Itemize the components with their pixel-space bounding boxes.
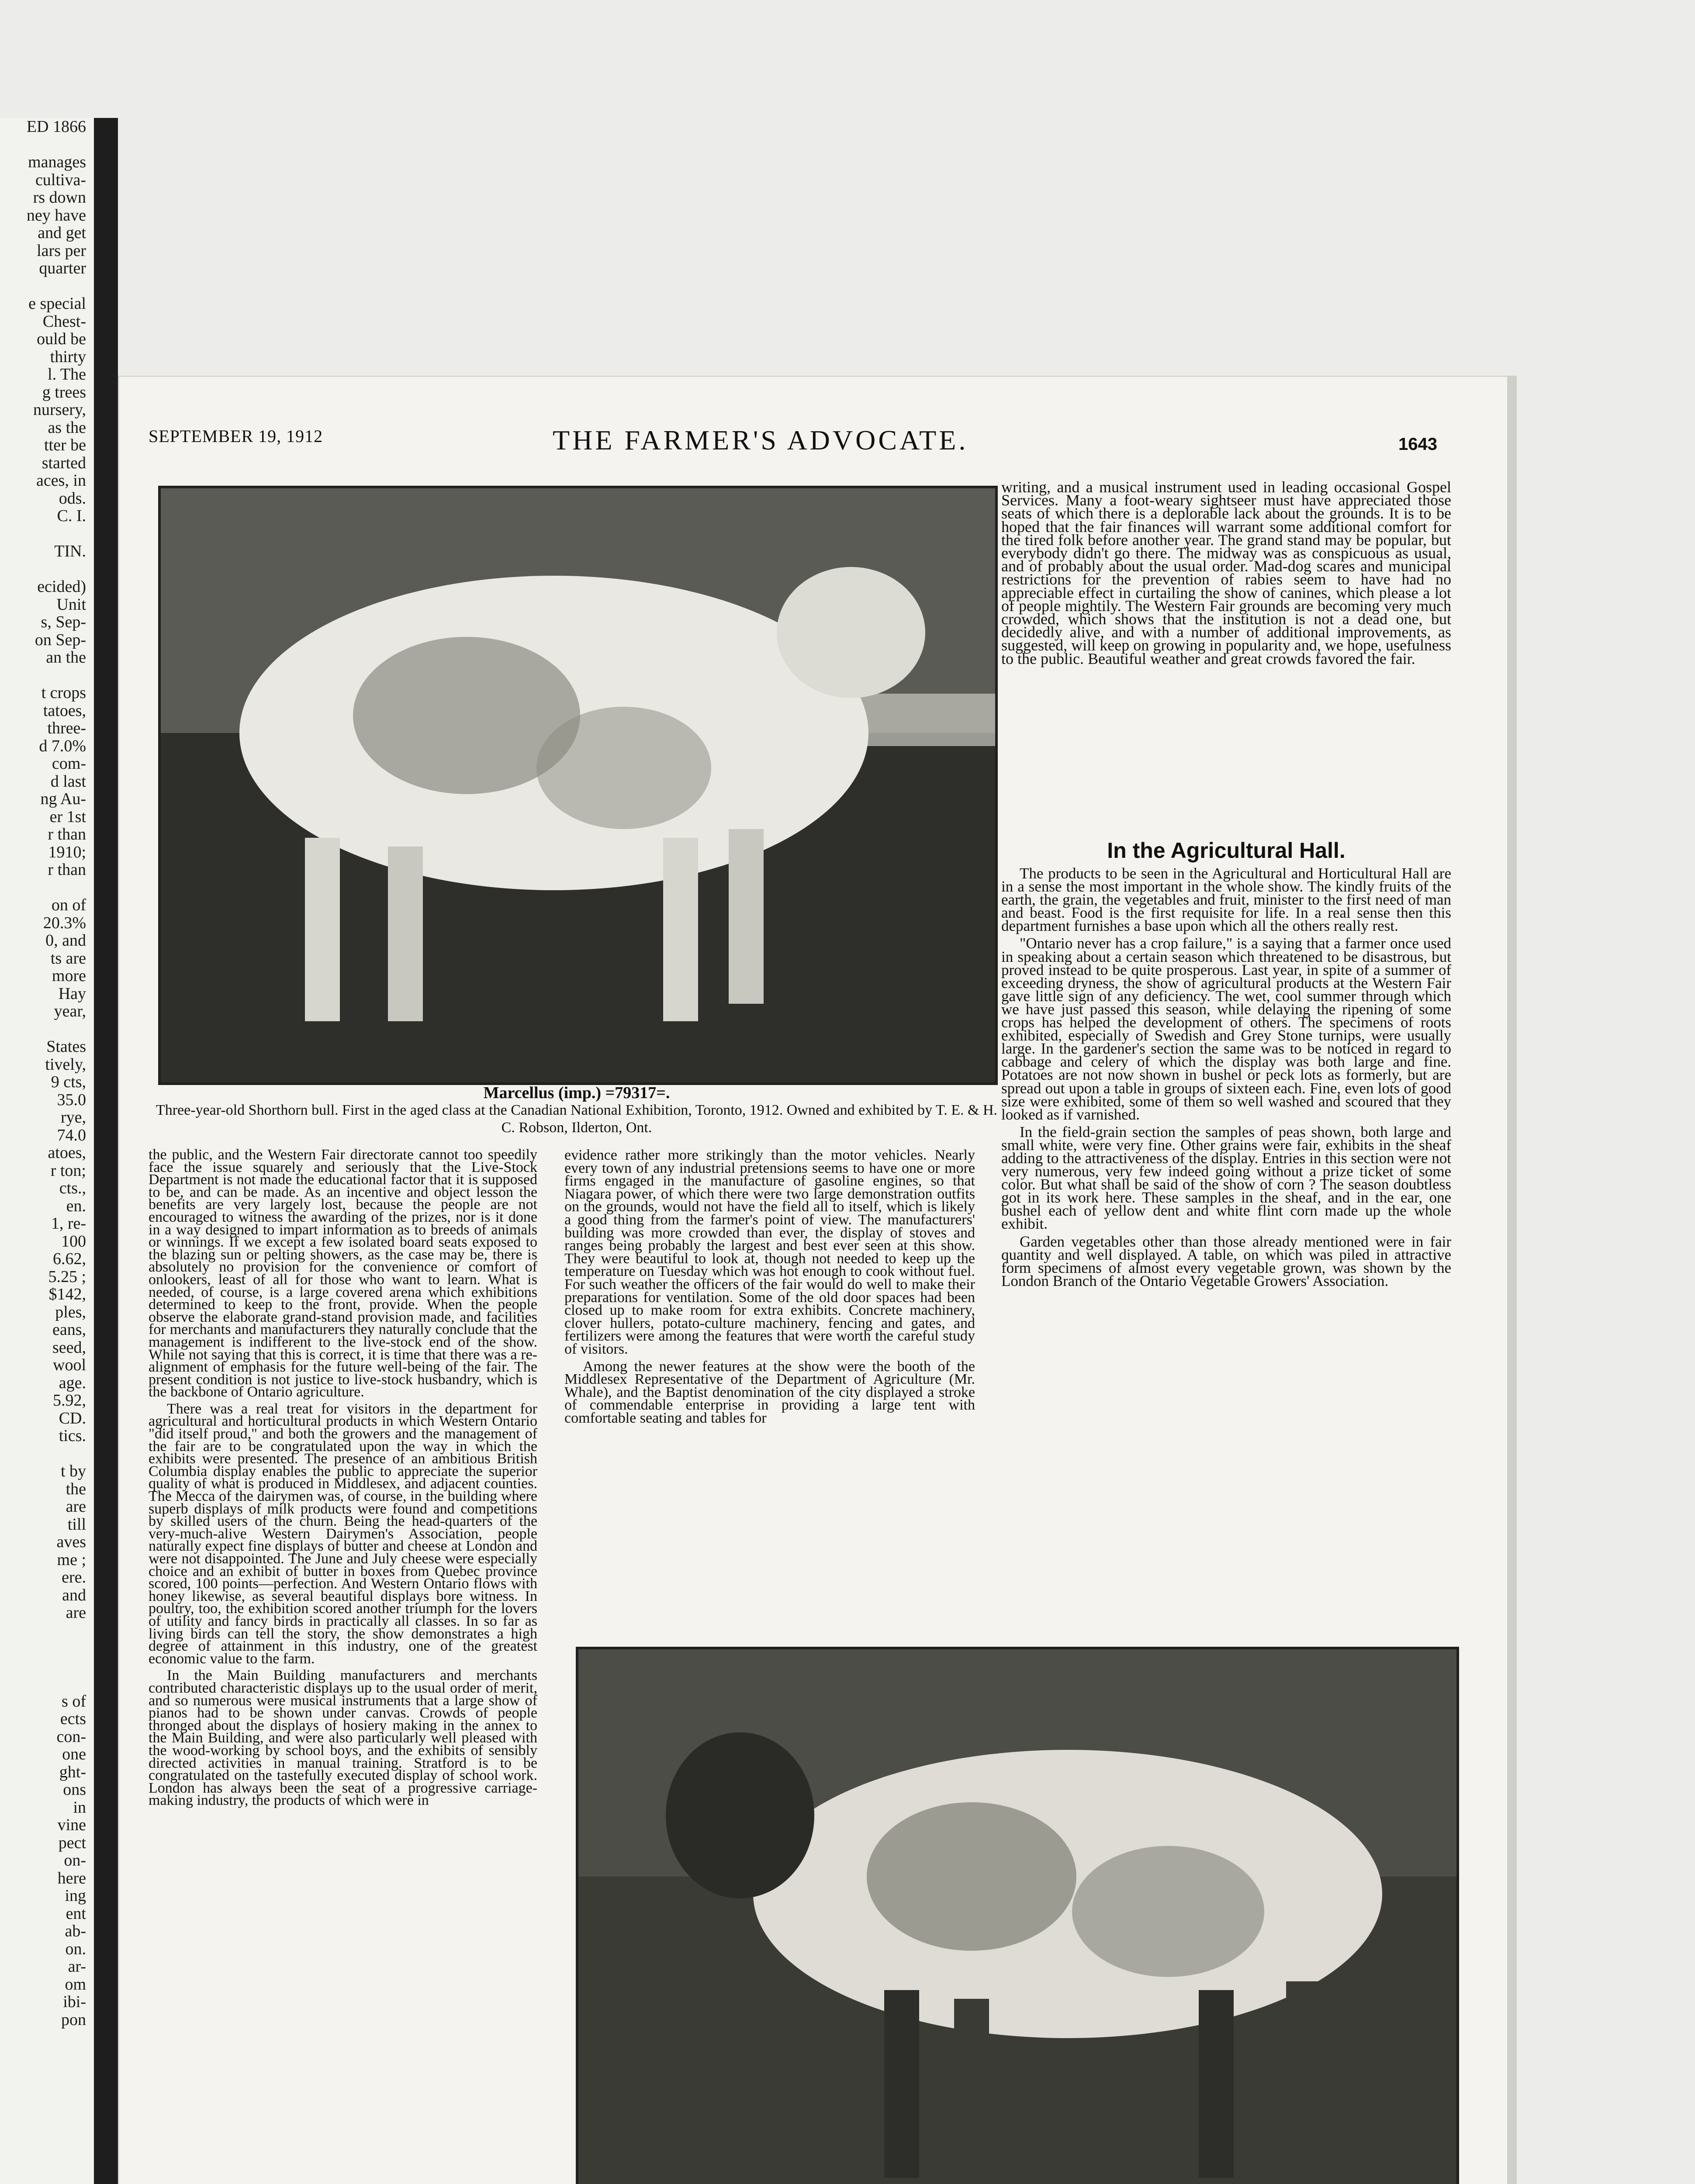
previous-page-line bbox=[0, 1675, 94, 1693]
previous-page-line: on Sep- bbox=[35, 630, 86, 649]
previous-page-line: ples, bbox=[55, 1303, 86, 1321]
section-heading: In the Agricultural Hall. bbox=[1107, 838, 1346, 863]
previous-page-line: tively, bbox=[45, 1055, 86, 1074]
previous-page-line: here bbox=[57, 1869, 86, 1887]
previous-page-line: ibi- bbox=[63, 1993, 86, 2011]
left-column bbox=[149, 1149, 537, 1811]
previous-page-line: in bbox=[73, 1798, 86, 1817]
previous-page-line: C. I. bbox=[57, 507, 86, 525]
bull-photo bbox=[158, 486, 998, 1085]
previous-page-line bbox=[0, 879, 94, 897]
previous-page-line: tter be bbox=[44, 436, 86, 454]
previous-page-line: till bbox=[67, 1515, 86, 1534]
previous-page-line: are bbox=[66, 1603, 86, 1622]
previous-page-fragment bbox=[0, 118, 102, 2184]
page-header bbox=[149, 426, 1437, 456]
previous-page-line bbox=[0, 1622, 94, 1640]
previous-page-line: ght- bbox=[59, 1762, 86, 1781]
issue-date: SEPTEMBER 19, 1912 bbox=[149, 426, 323, 446]
left-paragraph: In the Main Building manufacturers and merchants contributed characteristic displays up to the usual order of merit, and so numerous were musical instruments that a large show of pianos had to be shown under canvas. Crowds of people thronged about the displays of hosiery making in the annex to the Main Building, and were also particularly well pleased with the wood-working by school boys, and the exhibits of sensibly directed activities in manual training. Stratford is to be congratulated on the tastefully executed display of school work. London has always been the seat of a progressive carriage-making industry, the products of which were in bbox=[149, 1667, 537, 1809]
previous-page-line: 6.62, bbox=[53, 1250, 86, 1268]
previous-page-line: aces, in bbox=[36, 471, 86, 490]
left-paragraph: the public, and the Western Fair directorate cannot too speedily face the issue squarely and seriously that the Live-Stock Department is not made the educational factor that it is supposed to be, and can be made. As an incentive and object lesson the benefits are very largely lost, because the people are not encouraged to witness the awarding of the prizes, nor is it done in a way designed to impart information as to breeds of animals or winnings. If we except a few isolated board seats exposed to the blazing sun or pelting showers, as the case may be, there is absolutely no provision for the convenience or comfort of onlookers, least of all for those who want to learn. What is needed, of course, is a large covered arena which exhibitions determined to keep to the front, provide. When the people observe the elaborate grand-stand provision made, and facilities for merchants and manufacturers they naturally conclude that the management is indifferent to the live-stock end of the show. While not saying that this is correct, it is time that there was a re-alignment of emphasis for the future well-being of the fair. The present condition is not justice to live-stock husbandry, which is the backbone of Ontario agriculture. bbox=[149, 1147, 537, 1400]
previous-page-line: atoes, bbox=[48, 1144, 86, 1162]
previous-page-line: rye, bbox=[60, 1108, 86, 1127]
previous-page-line: en. bbox=[66, 1196, 86, 1215]
right-paragraph: writing, and a musical instrument used in leading occasional Gospel Services. Many a foot-weary sightseer must have appreciated those seats of which there is a deplorable lack about the grounds. It is to be hoped that the fair finances will warrant some additional comfort for the tired folk before another year. The grand stand may be popular, but everybody didn't go there. The midway was as conspicuous as usual, and of probably about the usual order. Mad-dog scares and municipal restrictions for the prevention of rabies seem to have had no appreciable effect in curtailing the show of canines, which please a lot of people mightily. The Western Fair grounds are becoming very much crowded, which shows that the institution is not a dead one, but decidedly alive, and with a number of additional improvements, as suggested, will keep on growing in popularity and, we hope, usefulness to the public. Beautiful weather and great crowds favored the fair. bbox=[1001, 478, 1451, 667]
previous-page-line: r than bbox=[48, 860, 86, 879]
previous-page-line: d 7.0% bbox=[39, 736, 86, 755]
previous-page-line: 1910; bbox=[48, 843, 86, 861]
previous-page-line: CD. bbox=[59, 1409, 86, 1427]
previous-page-line: on- bbox=[64, 1851, 86, 1870]
previous-page-line bbox=[0, 277, 94, 295]
previous-page-line bbox=[0, 560, 94, 578]
previous-page-line: ecided) bbox=[37, 577, 86, 596]
previous-page-line: an the bbox=[46, 648, 86, 667]
previous-page-line: ts are bbox=[50, 949, 86, 968]
right-section-paragraph: In the field-grain section the samples of peas shown, both large and small white, were very fine. Other grains were fair, exhibits in the sheaf adding to the attractiveness of the display. Entries in this section were not very numerous, very few indeed going without a prize ticket of some color. But what shall be said of the show of corn ? The season doubtless got in its work here. These samples in the sheaf, and in the ear, one bushel each of yellow dent and white flint corn made up the whole exhibit. bbox=[1001, 1123, 1451, 1233]
previous-page-line: ould be bbox=[37, 330, 86, 348]
previous-page-line: me ; bbox=[57, 1550, 86, 1569]
previous-page-line: 20.3% bbox=[43, 913, 86, 932]
bull-caption-text: Three-year-old Shorthorn bull. First in the aged class at the Canadian National Exhibition, Toronto, 1912. Owned and exhibited by T. E. & H. C. Robson, Ilderton, Ont. bbox=[156, 1102, 998, 1136]
previous-page-line: States bbox=[46, 1037, 86, 1056]
previous-page-line: Unit bbox=[56, 595, 86, 614]
previous-page-line bbox=[0, 667, 94, 684]
previous-page-line: Hay bbox=[58, 984, 86, 1003]
previous-page-line: one bbox=[62, 1745, 86, 1763]
page-number: 1643 bbox=[1398, 435, 1437, 454]
middle-column bbox=[564, 1149, 975, 1429]
left-paragraph: There was a real treat for visitors in the department for agricultural and horticultural products in which Western Ontario "did itself proud," and both the growers and the management of the fair are to be congratulated upon the way in which the exhibits were presented. The presence of an ambitious British Columbia display enables the public to appreciate the superior quality of what is produced in Middlesex, and adjacent counties. The Mecca of the dairymen was, of course, in the building where superb displays of milk products were found and competitions by skilled users of the churn. Being the head-quarters of the very-much-alive Western Dairymen's Association, people naturally expect fine displays of butter and cheese at London and were not disappointed. The June and July cheese were especially choice and an exhibit of butter in boxes from Quebec province scored, 100 points—perfection. And Western Ontario flows with honey likewise, as several beautiful displays bore witness. In poultry, too, the exhibition scored another triumph for the lovers of utility and fancy birds in practically all classes. In so far as living birds can tell the story, the show demonstrates a high degree of attainment in this industry, one of the greatest economic value to the farm. bbox=[149, 1400, 537, 1667]
previous-page-line: rs down bbox=[33, 188, 86, 207]
previous-page-line: tics. bbox=[59, 1427, 86, 1445]
previous-page-line bbox=[0, 1020, 94, 1038]
previous-page-line: seed, bbox=[52, 1338, 86, 1357]
previous-page-line: s, Sep- bbox=[41, 613, 86, 631]
previous-page-line: ons bbox=[63, 1780, 86, 1799]
previous-page-line: on. bbox=[65, 1939, 86, 1958]
previous-page-line: three- bbox=[47, 719, 86, 737]
previous-page-line: the bbox=[66, 1479, 86, 1498]
previous-page-line: aves bbox=[56, 1533, 86, 1551]
previous-page-line: 5.25 ; bbox=[48, 1267, 86, 1286]
previous-page-line: TIN. bbox=[54, 542, 86, 560]
previous-page-line: 9 cts, bbox=[51, 1073, 86, 1091]
previous-page-line: t by bbox=[60, 1462, 86, 1480]
previous-page-line: 1, re- bbox=[51, 1214, 86, 1233]
previous-page-line: 35.0 bbox=[57, 1090, 86, 1109]
previous-page-line: r than bbox=[48, 825, 86, 843]
previous-page-line: ects bbox=[60, 1710, 86, 1728]
previous-page-line: ods. bbox=[59, 489, 86, 508]
bull-caption-title: Marcellus (imp.) =79317=. bbox=[483, 1084, 670, 1102]
previous-page-line: vine bbox=[57, 1816, 86, 1834]
previous-page-line: ney have bbox=[26, 206, 86, 225]
previous-page-line: on of bbox=[51, 896, 86, 914]
previous-page-line bbox=[0, 525, 94, 543]
previous-page-line bbox=[0, 1639, 94, 1657]
bull-caption bbox=[149, 1084, 1005, 1137]
previous-page-line: l. The bbox=[48, 365, 86, 384]
previous-page-line: 74.0 bbox=[57, 1126, 86, 1144]
previous-page-line: as the bbox=[48, 418, 86, 437]
previous-page-line: cultiva- bbox=[35, 170, 86, 189]
previous-page-line: age. bbox=[59, 1373, 86, 1392]
masthead-title: THE FARMER'S ADVOCATE. bbox=[553, 425, 969, 456]
previous-page-line: eans, bbox=[52, 1320, 86, 1339]
previous-page-line: ng Au- bbox=[40, 790, 86, 808]
previous-page-line: 5.92, bbox=[53, 1391, 86, 1410]
previous-page-line: e special bbox=[28, 294, 86, 313]
previous-page-line: pect bbox=[58, 1833, 86, 1852]
right-column-top bbox=[1001, 480, 1451, 670]
previous-page-line: com- bbox=[52, 754, 86, 773]
previous-page-line: more bbox=[52, 967, 86, 985]
previous-page-line bbox=[0, 1445, 94, 1463]
bull-illustration bbox=[161, 488, 995, 1082]
heifer-illustration bbox=[578, 1649, 1456, 2184]
previous-page-line: nursery, bbox=[33, 401, 86, 419]
page-edge bbox=[1507, 376, 1517, 2184]
previous-page-line: cts., bbox=[59, 1179, 86, 1197]
previous-page-line: and bbox=[62, 1586, 86, 1604]
previous-page-line: r ton; bbox=[50, 1161, 86, 1180]
previous-page-line: 0, and bbox=[45, 931, 86, 950]
previous-page-line: ent bbox=[66, 1904, 86, 1923]
previous-page-line: d last bbox=[50, 772, 86, 791]
previous-page-line: started bbox=[42, 453, 86, 472]
previous-page-lines bbox=[0, 118, 94, 2028]
previous-page-line: ar- bbox=[68, 1957, 86, 1976]
previous-page-line: thirty bbox=[50, 347, 86, 366]
previous-page-line: ere. bbox=[62, 1568, 86, 1586]
previous-page-line: year, bbox=[54, 1002, 86, 1020]
previous-page-line: con- bbox=[56, 1727, 86, 1746]
previous-page-line bbox=[0, 136, 94, 154]
previous-page-line: and get bbox=[38, 224, 86, 242]
previous-page-line: wool bbox=[53, 1356, 86, 1374]
previous-page-line: ing bbox=[65, 1887, 86, 1905]
previous-page-line: Chest- bbox=[42, 312, 86, 331]
previous-page-line: lars per bbox=[37, 241, 86, 260]
right-section-paragraph: The products to be seen in the Agricultural and Horticultural Hall are in a sense the most important in the whole show. The kindly fruits of the earth, the grain, the vegetables and fruit, minister to the first need of man and beast. Food is the first requisite for life. In a real sense then this department furnishes a base upon which all the others really rest. bbox=[1001, 865, 1451, 935]
previous-page-line: 100 bbox=[61, 1232, 86, 1251]
heifer-photo bbox=[576, 1647, 1459, 2184]
previous-page-line: manages bbox=[28, 153, 86, 171]
previous-page-line bbox=[0, 1657, 94, 1675]
previous-page-line: pon bbox=[61, 2010, 86, 2029]
previous-page-line: er 1st bbox=[49, 807, 86, 826]
previous-page-line: ab- bbox=[65, 1922, 86, 1940]
previous-page-line: t crops bbox=[41, 684, 86, 702]
right-section-paragraph: "Ontario never has a crop failure," is a saying that a farmer once used in speaking about a certain season which threatened to be disastrous, but proved instead to be quite prosperous. Last year, in spite of a summer of exceeding dryness, the show of agricultural products at the Western Fair gave little sign of any deficiency. The wet, cool summer through which we have just passed this season, while delaying the ripening of some crops has helped the development of others. The specimens of roots exhibited, especially of Swedish and Grey Stone turnips, were usually large. In the gardener's section the same was to be noticed in regard to cabbage and celery of which the display was both large and fine. Potatoes are not now shown in bushel or peck lots as formerly, but are spread out upon a table in groups of sixteen each. Fine, even lots of good size were exhibited, some of them so well washed and scoured that they looked as if varnished. bbox=[1001, 935, 1451, 1123]
previous-page-line: om bbox=[65, 1975, 86, 1994]
previous-page-line: s of bbox=[62, 1692, 86, 1711]
previous-page-line: are bbox=[66, 1497, 86, 1516]
middle-paragraph: evidence rather more strikingly than the motor vehicles. Nearly every town of any industrial pretensions seems to have one or more firms engaged in the manufacture of gasoline engines, so that Niagara power, of which there were two large demonstration outfits on the grounds, would not have the field all to itself, which is likely a good thing from the farmer's point of view. The manufacturers' building was more crowded than ever, the display of stoves and ranges being probably the largest and best ever seen at this show. They were beautiful to look at, though not needed to keep up the temperature on Tuesday which was hot enough to cook without fuel. For such weather the officers of the fair would do well to make their preparations for ventilation. Some of the old door spaces had been closed up to make room for extra exhibits. Concrete machinery, clover hullers, potato-culture machinery, fencing and gates, and fertilizers were among the features that were worth the careful study of visitors. bbox=[564, 1147, 975, 1357]
previous-page-line: $142, bbox=[48, 1285, 86, 1303]
right-column-section bbox=[1001, 867, 1451, 1292]
previous-page-line: g trees bbox=[42, 383, 86, 401]
right-section-paragraph: Garden vegetables other than those already mentioned were in fair quantity and well displayed. A table, on which was piled in attractive form specimens of almost every vegetable grown, was shown by the London Branch of the Ontario Vegetable Growers' Association. bbox=[1001, 1233, 1451, 1289]
previous-page-line: quarter bbox=[39, 259, 86, 277]
middle-paragraph: Among the newer features at the show were the booth of the Middlesex Representative of the Department of Agriculture (Mr. Whale), and the Baptist denomination of the city displayed a stroke of commendable enterprise in providing a large tent with comfortable seating and tables for bbox=[564, 1358, 975, 1426]
previous-page-line: ED 1866 bbox=[26, 118, 86, 136]
binding-gutter bbox=[94, 118, 118, 2184]
previous-page-line: tatoes, bbox=[43, 701, 86, 720]
